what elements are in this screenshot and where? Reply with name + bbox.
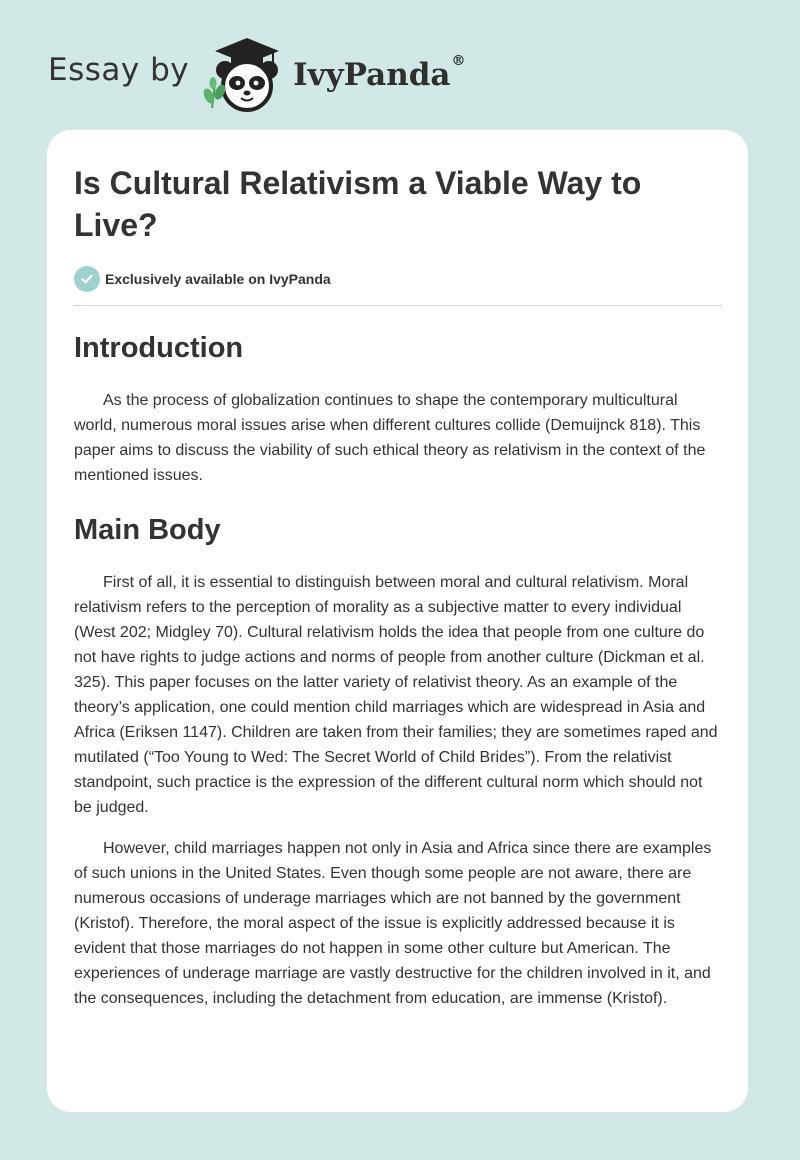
paragraph: As the process of globalization continues to shape the contemporary multicultural world, numerous moral issues arise when different cultures collide (Demuijnck 818). This paper aims to discuss the viability of such ethical theory as relativism in the context of the mentioned issues.: [74, 392, 706, 484]
exclusive-badge-label: Exclusively available on IvyPanda: [105, 271, 331, 287]
paragraph: However, child marriages happen not only in Asia and Africa since there are examples of such unions in the United States. Even though some people are not aware, there are numerous occasions of underage marriages which are not banned by the government (Kristof). Therefore, the moral aspect of the issue is explicitly addressed because it is evident that those marriages do not happen in some other culture but American. The experiences of underage marriage are vastly destructive for the children involved in it, and the consequences, including the detachment from education, are immense (Kristof).: [74, 840, 712, 1007]
section-heading: Main Body: [74, 514, 221, 546]
ivypanda-panda-logo-icon[interactable]: [203, 34, 291, 114]
essay-card: [47, 130, 748, 1112]
essay-by-label: Essay by: [48, 52, 190, 88]
site-header: [48, 34, 466, 114]
check-circle-icon: [74, 266, 100, 292]
essay-title: Is Cultural Relativism a Viable Way to Live?: [74, 165, 642, 243]
paragraph: First of all, it is essential to distinguish between moral and cultural relativism. Moral relativism refers to the perception of morality as a subjective matter to every individual (West 202; Midgley 70). Cultural relativism holds the idea that people from one culture do not have rights to judge actions and norms of people from another culture (Dickman et al. 325). This paper focuses on the latter variety of relativist theory. As an example of the theory’s application, one could mention child marriages which are widespread in Asia and Africa (Eriksen 1147). Children are taken from their families; they are sometimes raped and mutilated (“Too Young to Wed: The Secret World of Child Brides”). From the relativist standpoint, such practice is the expression of the different cultural norm which should not be judged.: [74, 574, 718, 816]
section-introduction: [74, 330, 722, 488]
section-main-body: [74, 512, 722, 1011]
title-divider: [74, 305, 722, 306]
section-heading: Introduction: [74, 332, 244, 364]
registered-mark: ®: [451, 53, 466, 69]
exclusive-badge: [74, 266, 722, 292]
ivypanda-wordmark[interactable]: IvyPanda®: [293, 53, 466, 93]
